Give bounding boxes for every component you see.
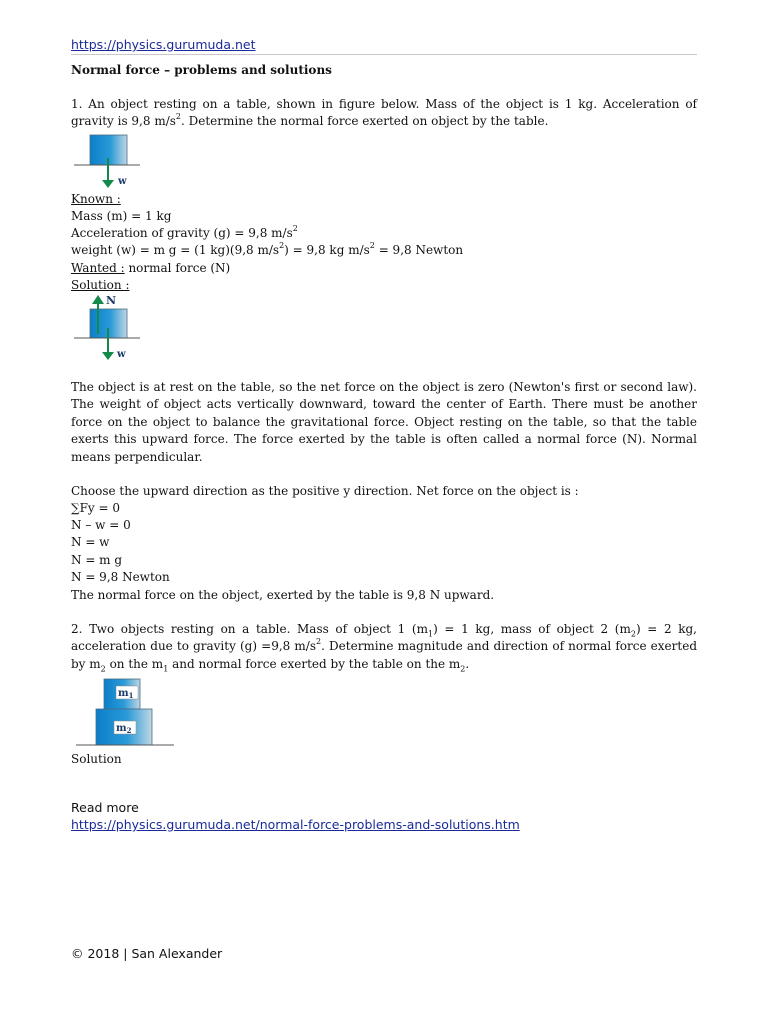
header-divider	[71, 54, 697, 55]
weight-arrowhead	[102, 352, 114, 360]
step-4: N = m g	[71, 553, 123, 567]
weight-label: w	[117, 349, 126, 360]
problem-1-text: 1. An object resting on a table, shown in figure below. Mass of the object is 1 kg. Acceleration of gravity is 9,8 $m/s^2$. Determine the normal force exerted on object by the table.	[71, 97, 697, 129]
normal-arrowhead	[92, 295, 104, 304]
explanation-paragraph: The object is at rest on the table, so the net force on the object is zero (Newton's first or second law). The weight of object acts vertically downward, toward the center of Earth. There must be another force on the object to balance the gravitational force. Object resting on the table, so that the table exerts this upward force. The force exerted by the table is often called a normal force (N). Normal means perpendicular.	[71, 380, 697, 464]
known-heading: Known :	[71, 192, 121, 206]
known-weight: weight (w) = m g = (1 kg)(9,8 $m/s^2) = 9,8$ kg $m/s^2 = 9,8$ Newton	[71, 241, 464, 257]
step-1: ∑Fy = 0	[71, 501, 120, 515]
wanted-line: Wanted : normal force (N)	[71, 261, 231, 275]
step-2: N – w = 0	[71, 518, 131, 532]
problem-2-text: 2. Two objects resting on a table. Mass of object 1 $(m_1) = 1$ kg, mass of object 2 $(m_2) = 2$ kg, acceleration due to gravity (g) =9,8 $m/s^2$. Determine magnitude and direction of normal force exerted by $m_2$ on the $m_1$ and normal force exerted by the table on the $m_2$.	[71, 622, 697, 674]
figure-2-normal-weight	[72, 292, 152, 364]
solution-2-heading: Solution	[71, 752, 122, 766]
weight-label: w	[118, 176, 127, 187]
step-3: N = w	[71, 535, 110, 549]
figure-1-block-weight	[72, 132, 142, 190]
known-gravity: Acceleration of gravity (g) = 9,8 $m/s^2$	[71, 224, 298, 240]
m1-label: $m_1$	[118, 688, 134, 700]
figure-3-stacked-blocks	[74, 676, 178, 748]
read-more-label: Read more	[71, 800, 139, 815]
read-more-link[interactable]: https://physics.gurumuda.net/normal-force-problems-and-solutions.htm	[71, 817, 520, 832]
header-url-link[interactable]: https://physics.gurumuda.net	[71, 37, 256, 52]
weight-arrowhead	[102, 180, 114, 188]
m2-label: $m_2$	[116, 723, 132, 735]
step-5: N = 9,8 Newton	[71, 570, 170, 584]
known-mass: Mass (m) = 1 kg	[71, 209, 172, 223]
step-0: Choose the upward direction as the positive y direction. Net force on the object is :	[71, 484, 579, 498]
page-title: Normal force – problems and solutions	[71, 63, 332, 77]
solution-heading: Solution :	[71, 278, 130, 292]
normal-label: N	[106, 294, 117, 307]
step-6-conclusion: The normal force on the object, exerted by the table is 9,8 N upward.	[71, 588, 495, 602]
footer-copyright: © 2018 | San Alexander	[71, 946, 223, 961]
